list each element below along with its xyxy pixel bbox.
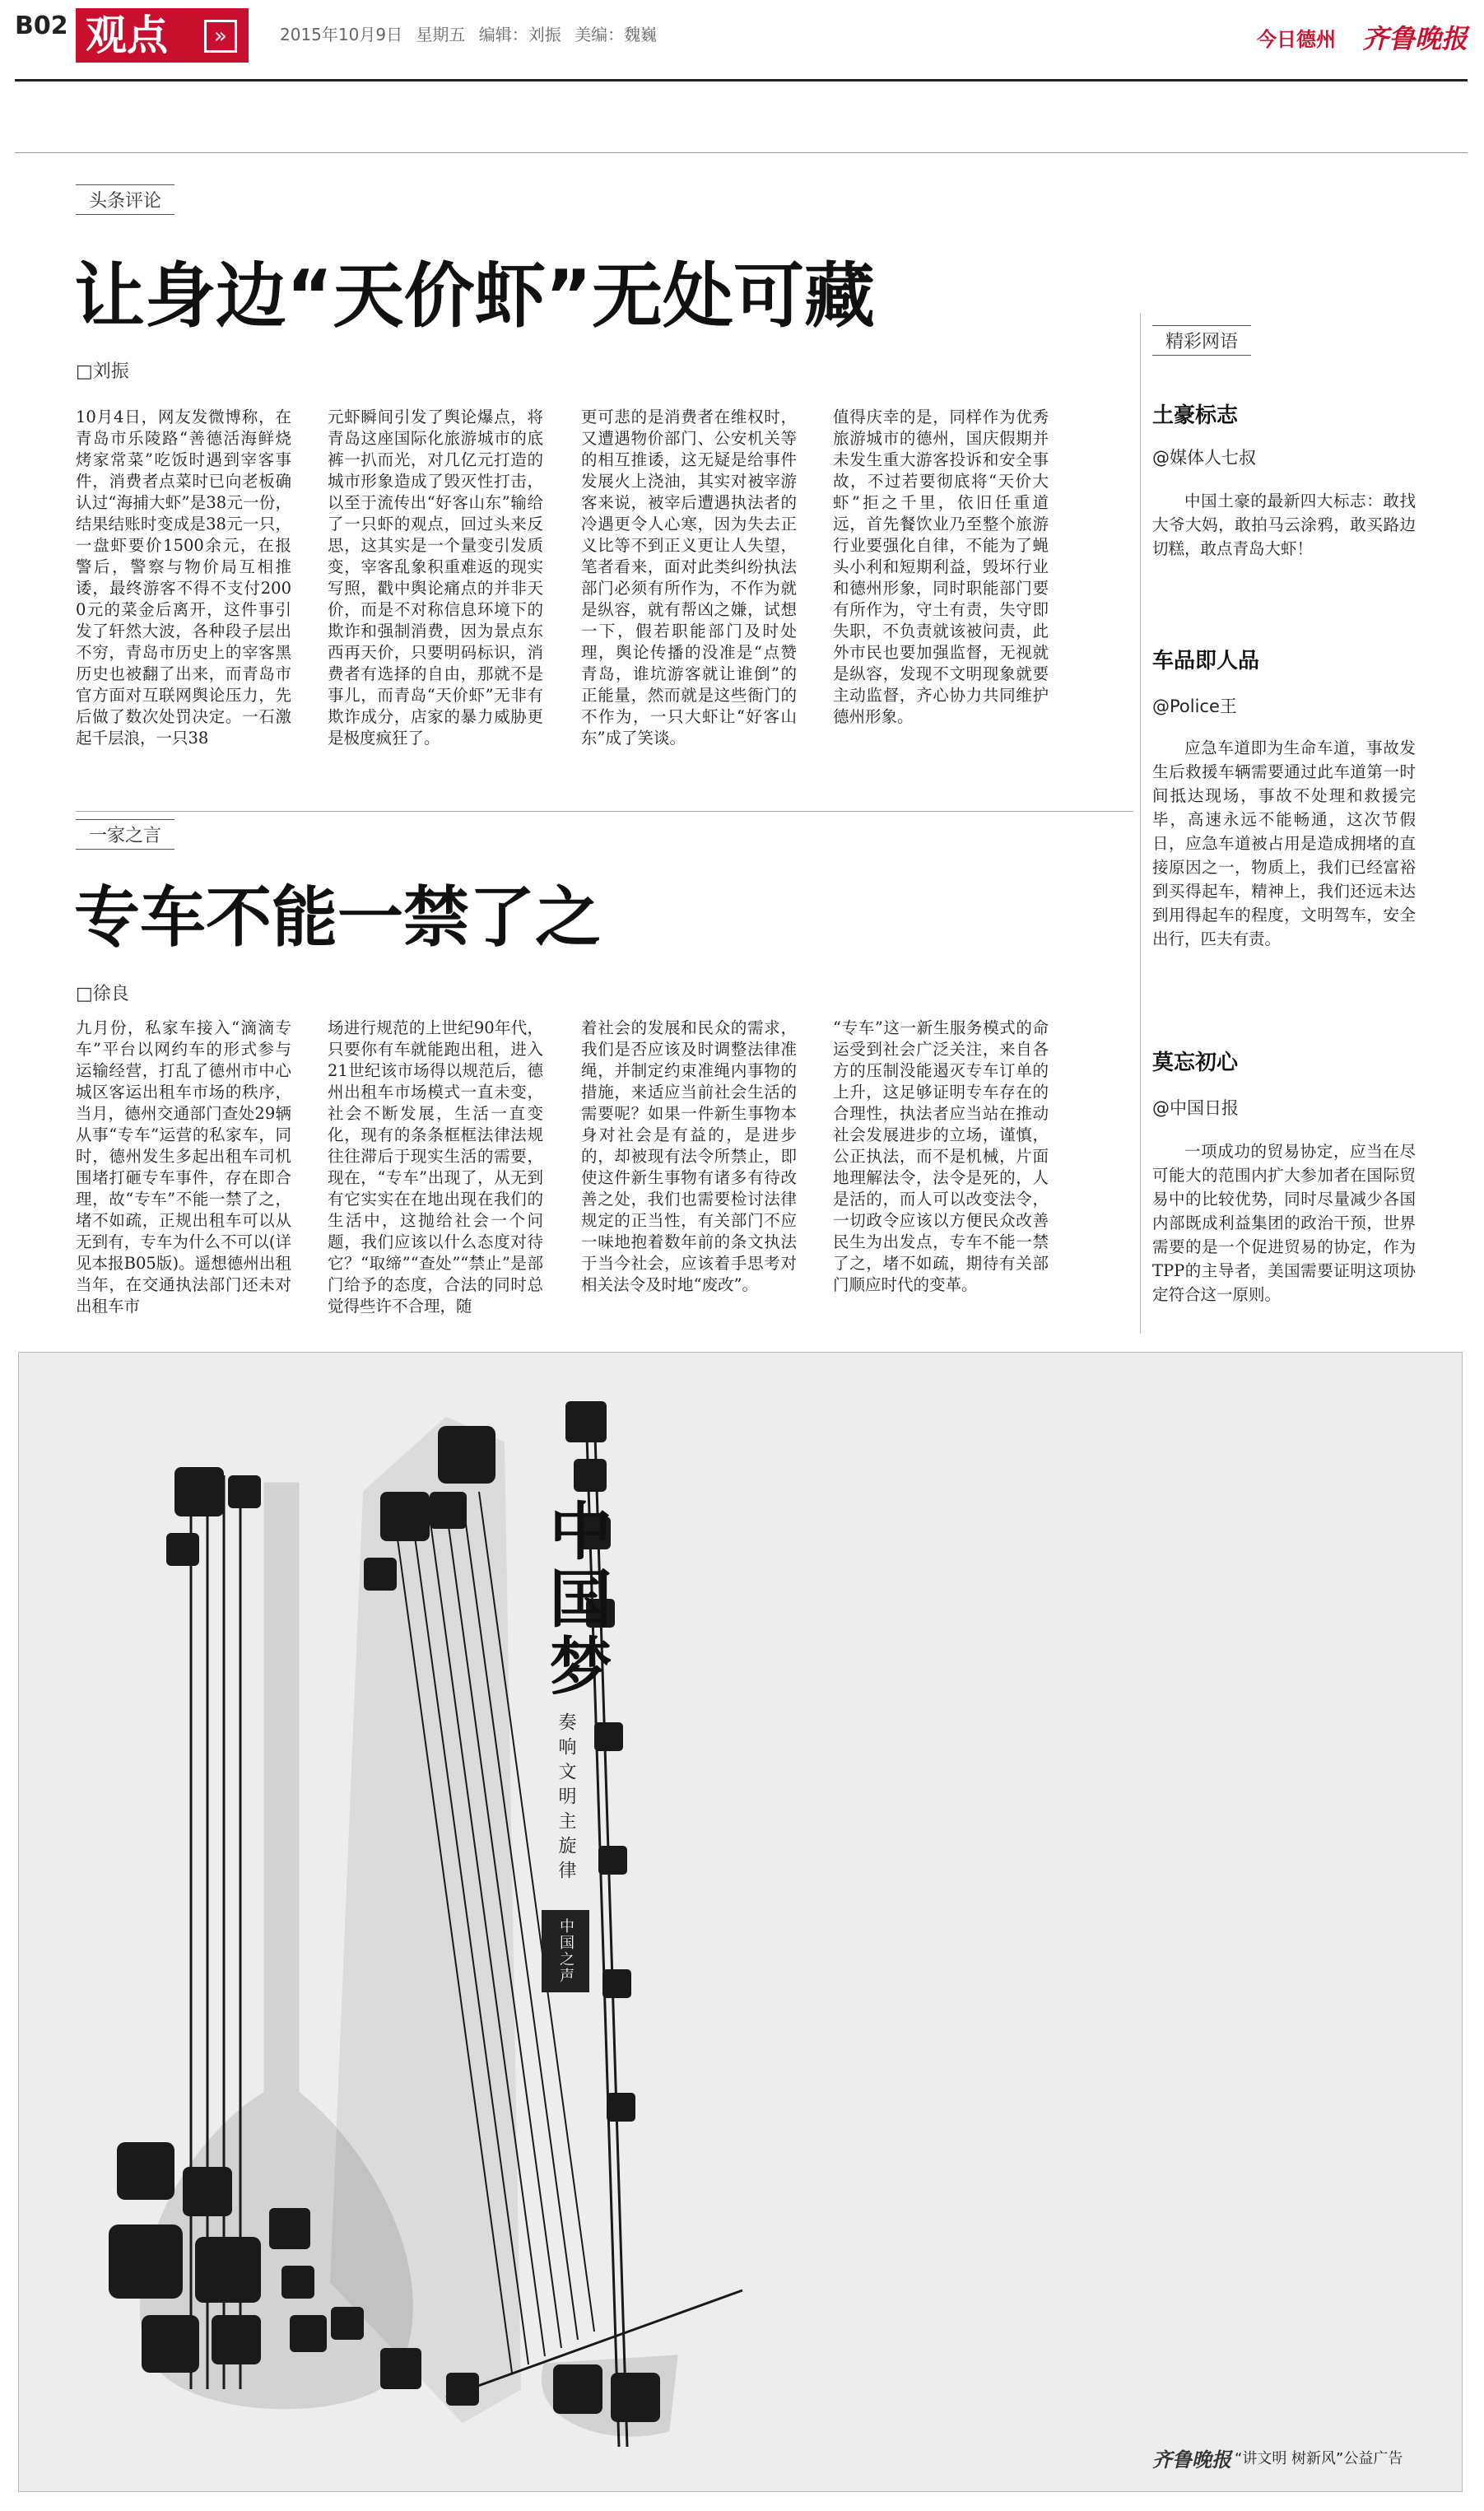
article2-tag: 一家之言 bbox=[76, 819, 174, 850]
issue-weekday: 星期五 bbox=[416, 25, 466, 44]
page-number: B02 bbox=[15, 12, 68, 40]
article2-headline: 专车不能一禁了之 bbox=[74, 879, 601, 956]
instrument-illustration bbox=[18, 1352, 1463, 2492]
poster-slogan: “讲文明 树新风”公益广告 bbox=[1235, 2450, 1403, 2467]
chevron-right-icon: » bbox=[204, 20, 237, 53]
article1-column-2: 元虾瞬间引发了舆论爆点，将青岛这座国际化旅游城市的底裤一扒而光，对几亿元打造的城市形象造成了毁灭性打击，以至于流传出“好客山东”输给了一只虾的观点，回过头来反思，这其实是一个量变引发质变，宰客乱象积重难返的现实写照，戳中舆论痛点的并非天价，而是不对称信息环境下的欺诈和强制消费，因为景点东西再天价，只要明码标识，消费者有选择的自由，那就不是事儿，而青岛“天价虾”无非有欺诈成分，店家的暴力威胁更是极度疯狂了。 bbox=[328, 408, 543, 748]
article2-column-3: 着社会的发展和民众的需求，我们是否应该及时调整法律准绳，并制定约束准绳内事物的措施，来适应当前社会生活的需要呢？如果一件新生事物本身对社会是有益的，是进步的，却被现有法令所禁止，即使这件新生事物有诸多有待改善之处，我们也需要检讨法律规定的正当性，有关部门不应一味地抱着数年前的条文执法于当今社会，应该着手思考对相关法令及时地“废改”。 bbox=[581, 1018, 797, 1294]
poster-subtitle: 奏响文明主旋律 bbox=[556, 1712, 576, 1885]
section-title: 观点 bbox=[76, 8, 249, 63]
article2-column-1: 九月份，私家车接入“滴滴专车”平台以网约车的形式参与运输经营，打乱了德州市中心城区客运出租车市场的秩序，当月，德州交通部门查处29辆从事“专车”运营的私家车，同时，德州发生多起出租车司机围堵打砸专车事件，存在即合理，故“专车”不能一禁了之，堵不如疏，正规出租车可以从无到有，专车为什么不可以(详见本报B05版)。遥想德州出租当年，在交通执法部门还未对出租车市 bbox=[76, 1018, 291, 1316]
sidebar-item-body: 应急车道即为生命车道，事故发生后救援车辆需要通过此车道第一时间抵达现场，事故不处理和救援完毕，高速永远不能畅通，这次节假日，应急车道被占用是造成拥堵的直接原因之一，物质上，我们已经富裕到买得起车，精神上，我们还远未达到用得起车的程度，文明驾车，安全出行，匹夫有责。 bbox=[1152, 738, 1416, 948]
article1-byline: □刘振 bbox=[76, 361, 129, 382]
article1-column-3: 更可悲的是消费者在维权时，又遭遇物价部门、公安机关等的相互推诿，这无疑是给事件发展火上浇油，其实对被宰游客来说，被宰后遭遇执法者的冷遇更令人心寒，因为失去正义比等不到正义更让人失望，笔者看来，面对此类纠纷执法部门必须有所作为，不作为就是纵容，就有帮凶之嫌，试想一下，假若职能部门及时处理，舆论传播的没准是“点赞青岛，谁坑游客就让谁倒”的正能量，然而就是这些衙门的不作为，一只大虾让“好客山东”成了笑谈。 bbox=[581, 408, 797, 748]
header-meta bbox=[280, 21, 657, 45]
city-tag: 今日德州 bbox=[1257, 28, 1336, 51]
sidebar-divider bbox=[1140, 313, 1141, 1334]
sidebar-item-author: @中国日报 bbox=[1152, 1098, 1239, 1118]
sidebar-item-title: 土豪标志 bbox=[1152, 403, 1239, 428]
sidebar-item-body: 一项成功的贸易协定，应当在尽可能大的范围内扩大参加者在国际贸易中的比较优势，同时尽量减少各国内部既成利益集团的政治干预，世界需要的是一个促进贸易的协定，作为TPP的主导者，美国需要证明这项协定符合这一原则。 bbox=[1152, 1142, 1416, 1304]
editor-credit: 编辑：刘振 bbox=[478, 25, 561, 44]
article1-tag: 头条评论 bbox=[76, 184, 174, 215]
article-divider bbox=[76, 811, 1133, 812]
article1-column-1: 10月4日，网友发微博称，在青岛市乐陵路“善德活海鲜烧烤家常菜”吃饭时遇到宰客事件，消费者点菜时已向老板确认过“海捕大虾”是38元一份，结果结账时变成是38元一只，一盘虾要价1500余元，在报警后，警察与物价局互相推诿，最终游客不得不支付2000元的菜金后离开，这件事引发了轩然大波，各种段子层出不穷，青岛市历史上的宰客黑历史也被翻了出来，而青岛市官方面对互联网舆论压力，先后做了数次处罚决定。一石激起千层浪，一只38 bbox=[76, 408, 291, 748]
article2-column-4: “专车”这一新生服务模式的命运受到社会广泛关注，来自各方的压制没能遏灭专车订单的上升，这足够证明专车存在的合理性，执法者应当站在推动社会发展进步的立场，谨慎，公正执法，而不是机械，片面地理解法令，法令是死的，人是活的，而人可以改变法令，一切政令应该以方便民众改善民生为出发点，专车不能一禁了之，堵不如疏，期待有关部门顺应时代的变革。 bbox=[833, 1018, 1049, 1294]
designer-credit: 美编：魏巍 bbox=[575, 25, 658, 44]
sidebar-item-title: 莫忘初心 bbox=[1152, 1051, 1239, 1075]
header-rule bbox=[15, 79, 1468, 82]
sidebar-item-author: @媒体人七叔 bbox=[1152, 448, 1256, 468]
poster-seal: 中国之声 bbox=[542, 1910, 589, 1992]
sidebar-tag: 精彩网语 bbox=[1152, 325, 1251, 356]
article2-column-2: 场进行规范的上世纪90年代，只要你有车就能跑出租，进入21世纪该市场得以规范后，德州出租车市场模式一直未变，社会不断发展，生活一直变化，现有的条条框框法律法规往往滞后于现实生活的需要，现在，“专车”出现了，从无到有它实实在在地出现在我们的生活中，这抛给社会一个问题，我们应该以什么态度对待它？“取缔”“查处”“禁止”是部门给予的态度，合法的同时总觉得些许不合理，随 bbox=[328, 1018, 543, 1316]
sidebar-item-author: @Police王 bbox=[1152, 696, 1237, 716]
article1-headline: 让身边“天价虾”无处可藏 bbox=[74, 255, 876, 338]
sidebar-item-body: 中国土豪的最新四大标志：敢找大爷大妈，敢拍马云涂鸦，敢买路边切糕，敢点青岛大虾！ bbox=[1152, 491, 1416, 558]
poster-brand: 齐鲁晚报 bbox=[1152, 2448, 1231, 2471]
poster-title: 中国梦 bbox=[539, 1498, 612, 1701]
article1-column-4: 值得庆幸的是，同样作为优秀旅游城市的德州，国庆假期并未发生重大游客投诉和安全事故，不过若要彻底将“天价大虾”拒之千里，依旧任重道远，首先餐饮业乃至整个旅游行业要强化自律，不能为了蝇头小利和短期利益，毁坏行业和德州形象，同时职能部门要有所作为，守土有责，失守即失职，不负责就该被问责，此外市民也要加强监督，无视就是纵容，发现不文明现象就要主动监督，齐心协力共同维护德州形象。 bbox=[833, 408, 1049, 726]
newspaper-logo: 齐鲁晚报 bbox=[1361, 23, 1468, 54]
issue-date: 2015年10月9日 bbox=[280, 25, 403, 44]
header-thin-rule bbox=[15, 152, 1468, 153]
article2-byline: □徐良 bbox=[76, 984, 129, 1004]
sidebar-item-title: 车品即人品 bbox=[1152, 649, 1260, 673]
